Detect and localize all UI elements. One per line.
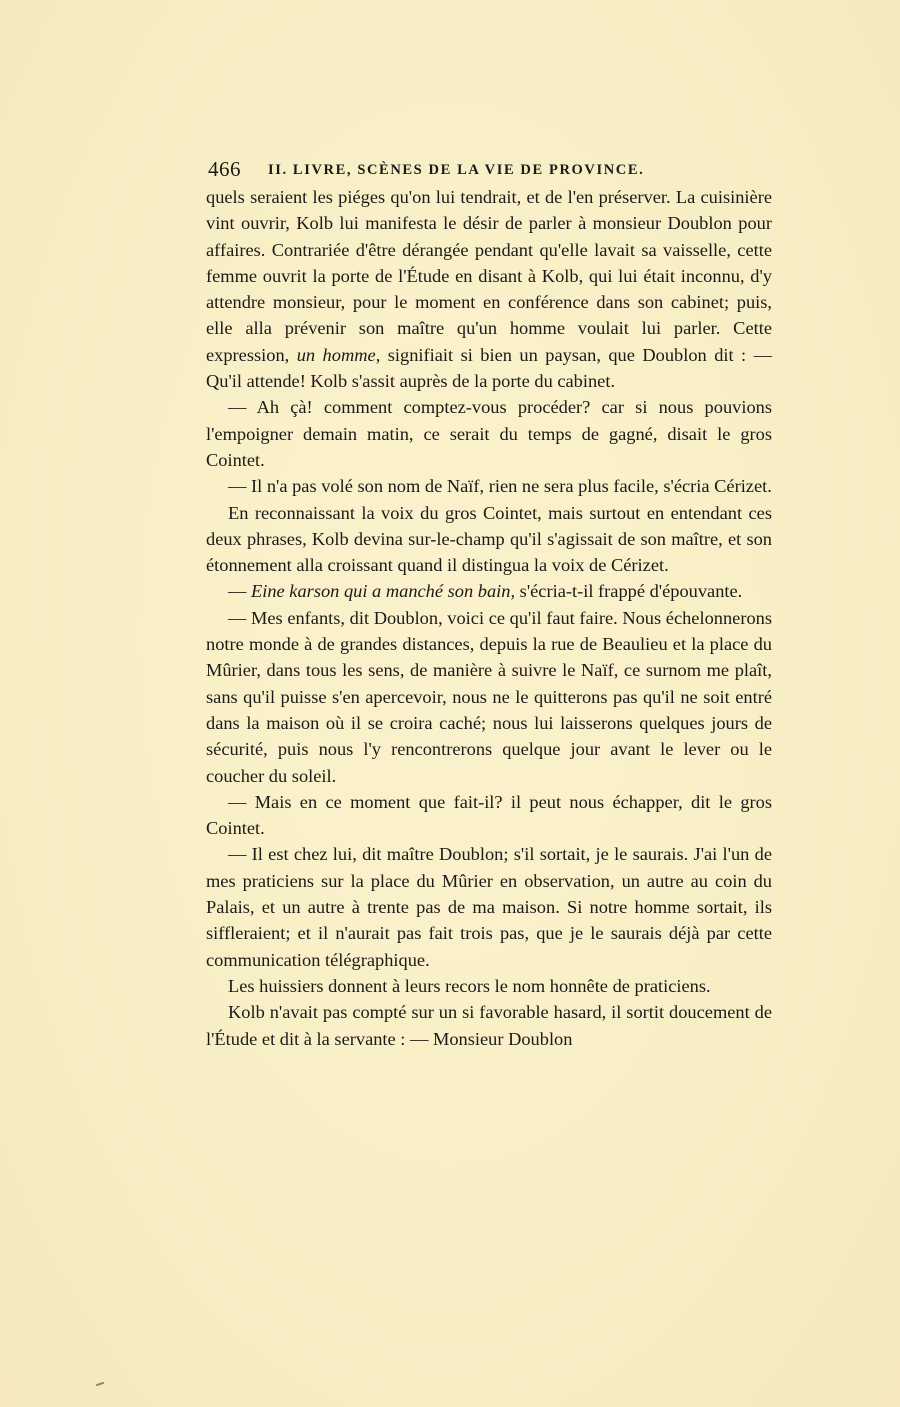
paragraph — [206, 473, 772, 499]
text-run: — Il est chez lui, dit maître Doublon; s'il sortait, je le saurais. J'ai l'un de mes praticiens sur la place du Mûrier en observation, un autre au coin du Palais, et un autre à trente pas de ma maison. Si notre homme sortait, ils siffleraient; et il n'aurait pas fait trois pas, que je le saurais déjà par cette communication télégraphique. — [206, 844, 772, 970]
text-run: En reconnaissant la voix du gros Cointet, mais surtout en entendant ces deux phrases, Kolb devina sur-le-champ qu'il s'agissait de son maître, et son étonnement alla croissant quand il distingua la voix de Cérizet. — [206, 502, 772, 576]
paragraph — [206, 999, 772, 1052]
body-text — [206, 184, 772, 1052]
margin-pencil-mark — [96, 1382, 104, 1387]
page-header — [208, 156, 770, 182]
page-number: 466 — [208, 157, 241, 181]
italic-text: Eine karson qui a manché son bain, — [251, 581, 516, 602]
text-run: s'écria-t-il frappé d'épouvante. — [515, 581, 743, 602]
text-run: Les huissiers donnent à leurs recors le nom honnête de praticiens. — [228, 975, 711, 996]
text-run: — Ah çà! comment comptez-vous procéder? car si nous pouvions l'empoigner demain matin, ce serait du temps de gagné, disait le gros Cointet. — [206, 397, 772, 470]
paragraph — [206, 578, 772, 604]
paragraph — [206, 500, 772, 579]
italic-text: un homme — [296, 344, 376, 365]
text-run: — Il n'a pas volé son nom de Naïf, rien ne sera plus facile, s'écria Cérizet. — [228, 476, 772, 497]
paragraph — [206, 841, 772, 972]
paragraph — [206, 973, 772, 999]
text-run: — Mais en ce moment que fait-il? il peut nous échapper, dit le gros Cointet. — [206, 791, 772, 839]
paragraph — [206, 605, 772, 789]
running-title: II. LIVRE, SCÈNES DE LA VIE DE PROVINCE. — [268, 162, 645, 178]
paragraph — [206, 184, 772, 394]
text-run: Kolb n'avait pas compté sur un si favorable hasard, il sortit doucement de l'Étude et dit à la servante : — Monsieur Doublon — [206, 1002, 772, 1049]
text-run: quels seraient les piéges qu'on lui tendrait, et de l'en préserver. La cuisinière vint ouvrir, Kolb lui manifesta le désir de parler à monsieur Doublon pour affaires. Contrariée d'être dérangée pendant qu'elle lavait sa vaisselle, cette femme ouvrit la porte de l'Étude en disant à Kolb, qui lui était inconnu, d'y attendre monsieur, pour le moment en conférence dans son cabinet; puis, elle alla prévenir son maître qu'un homme voulait lui parler. Cette expression, — [206, 187, 772, 365]
text-run: — — [228, 581, 251, 602]
paragraph — [206, 394, 772, 473]
text-run: — Mes enfants, dit Doublon, voici ce qu'il faut faire. Nous échelonnerons notre monde à de grandes distances, depuis la rue de Beaulieu et la place du Mûrier, dans tous les sens, de manière à suivre le Naïf, ce surnom me plaît, sans qu'il puisse s'en apercevoir, nous ne le quitterons pas qu'il ne soit entré dans la maison où il se croira caché; nous lui laisserons quelques jours de sécurité, puis nous l'y rencontrerons quelque jour avant le lever ou le coucher du soleil. — [206, 607, 772, 786]
paragraph — [206, 789, 772, 842]
text-run: , signifiait si bien un paysan, que Doublon dit : — Qu'il attende! Kolb s'assit auprès de la porte du cabinet. — [206, 344, 773, 392]
